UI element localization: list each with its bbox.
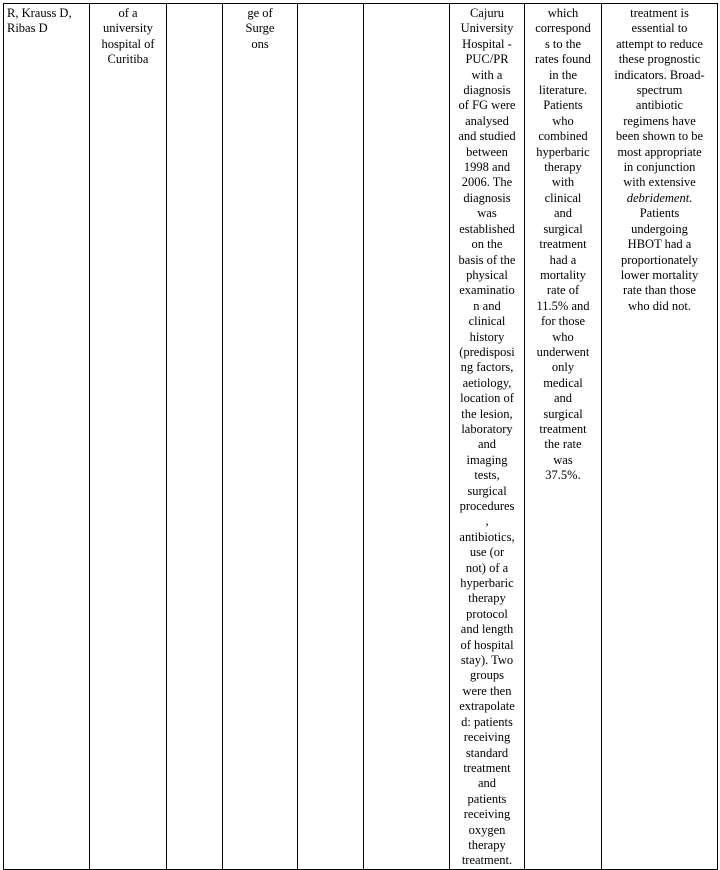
empty-cell [364,4,450,870]
results-text: which correspond s to the rates found in the literature. Patients who combined hyperbaric therapy with clinical and surgical treatment had a mortality rate of 11.5% and for those who underwent only medical and surgical treatment the rate was 37.5%. [535,6,591,483]
empty-cell [167,4,223,870]
table-row [4,4,718,870]
conclusion-text [605,6,714,314]
setting-text: of a university hospital of Curitiba [101,6,155,67]
authors-text: R, Krauss D, Ribas D [7,6,72,36]
methods-text: Cajuru University Hospital - PUC/PR with a diagnosis of FG were analysed and studied between 1998 and 2006. The diagnosis was established on the basis of the physical examinatio n and clinical history (predisposi ng factors, aetiology, location of the lesion, laboratory and imaging tests, surgical procedures , antibiotics, use (or not) of a hyperbaric therapy protocol and length of hospital stay). Two groups were then extrapolate d: patients receiving standard treatment and patients receiving oxygen therapy treatment. [458,6,516,868]
setting-cell [90,4,167,870]
authors-cell [4,4,90,870]
journal-cell [223,4,298,870]
methods-cell [450,4,525,870]
conclusion-text-before: treatment is essential to attempt to reduce these prognostic indicators. Broad- spectrum antibiotic regimens have been shown to be most appropriate in conjunction with extensive [614,6,705,190]
journal-text: ge of Surge ons [245,6,275,51]
conclusion-cell [602,4,718,870]
results-cell [525,4,602,870]
conclusion-text-after: . Patients undergoing HBOT had a proportionately lower mortality rate than those who did not. [620,190,699,313]
conclusion-italic-term: debridement [626,190,690,205]
empty-cell [298,4,364,870]
evidence-table [3,3,718,870]
